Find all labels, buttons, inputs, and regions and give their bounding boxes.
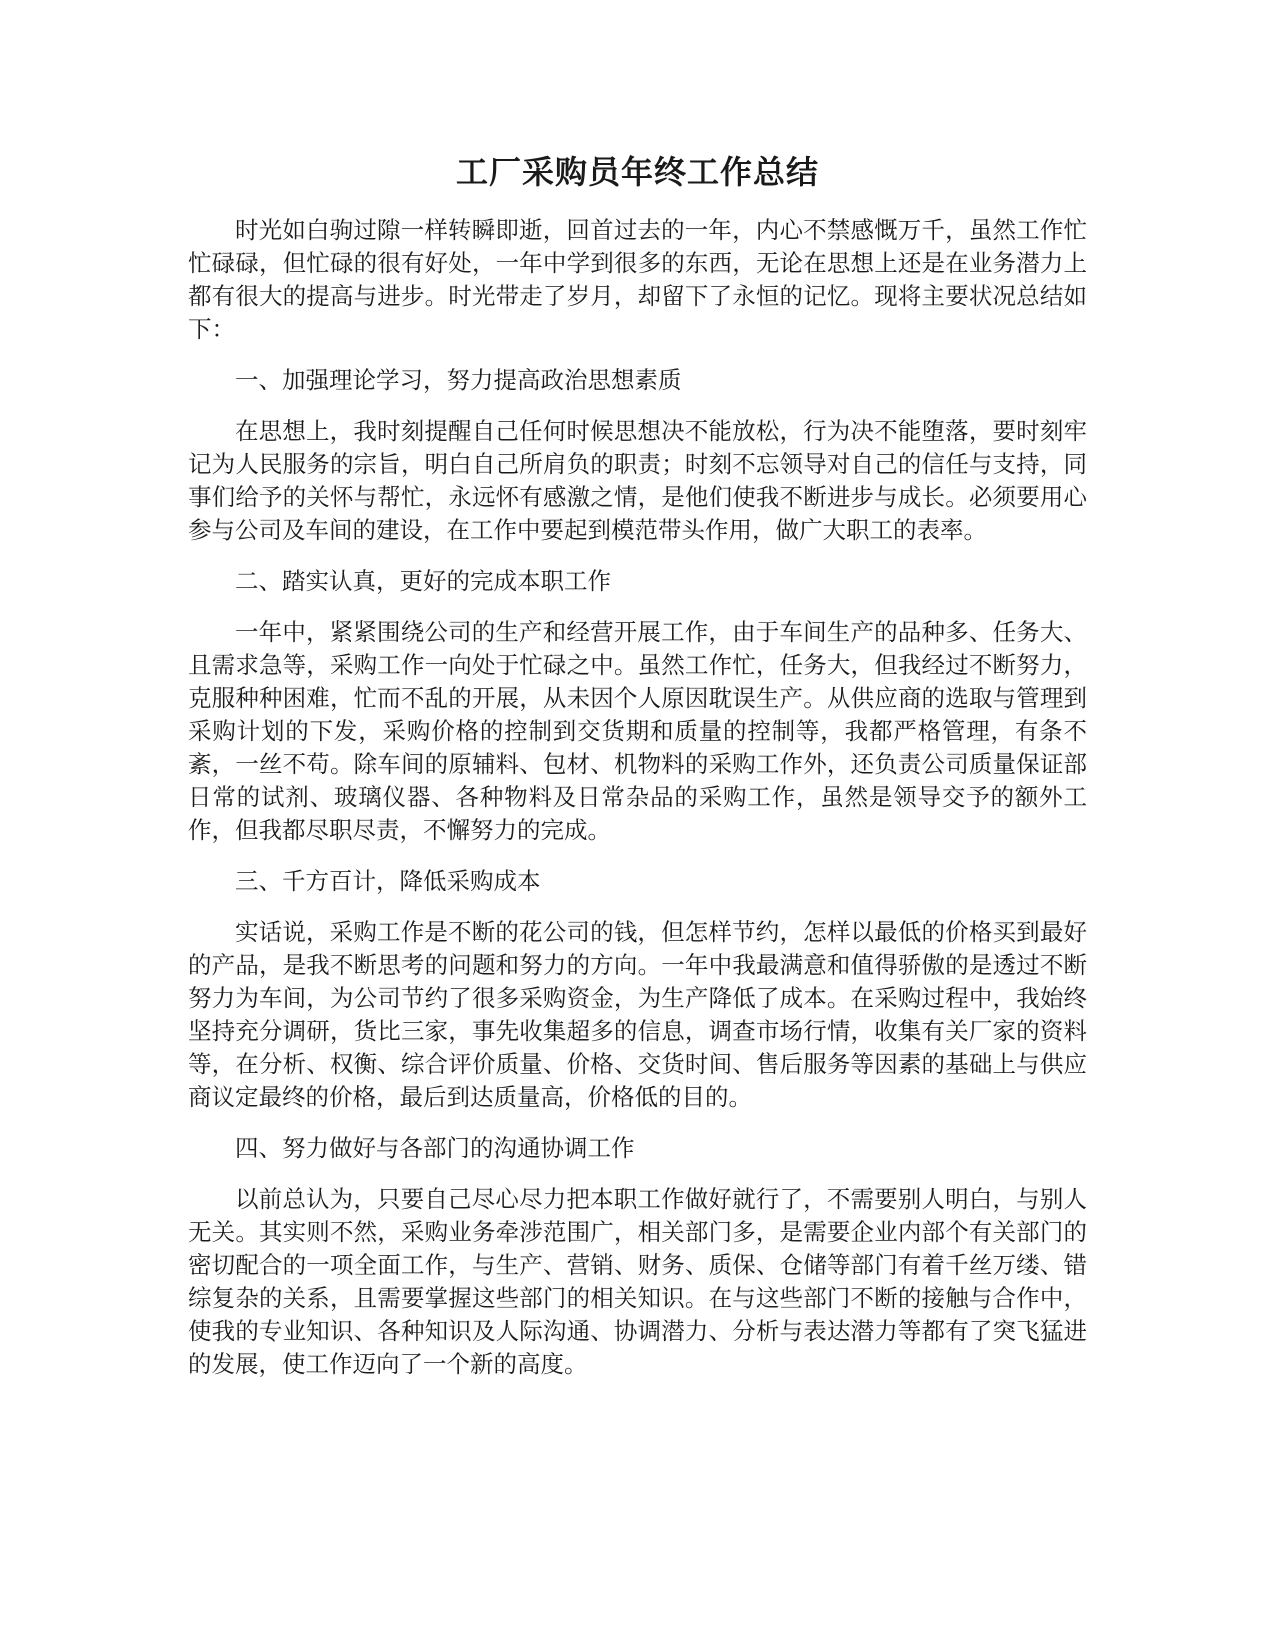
paragraph-section-3: 实话说，采购工作是不断的花公司的钱，但怎样节约，怎样以最低的价格买到最好的产品，是我不断思考的问题和努力的方向。一年中我最满意和值得骄傲的是透过不断努力为车间，为公司节约了很多采购资金，为生产降低了成本。在采购过程中，我始终坚持充分调研，货比三家，事先收集超多的信息，调查市场行情，收集有关厂家的资料等，在分析、权衡、综合评价质量、价格、交货时间、售后服务等因素的基础上与供应商议定最终的价格，最后到达质量高，价格低的目的。 xyxy=(188,918,1087,1111)
document-body xyxy=(188,214,1087,1381)
document-title: 工厂采购员年终工作总结 xyxy=(455,153,819,191)
section-heading-4: 四、努力做好与各部门的沟通协调工作 xyxy=(235,1134,635,1162)
section-heading-3: 三、千方百计，降低采购成本 xyxy=(235,867,541,895)
paragraph-section-4: 以前总认为，只要自己尽心尽力把本职工作做好就行了，不需要别人明白，与别人无关。其实则不然，采购业务牵涉范围广，相关部门多，是需要企业内部个有关部门的密切配合的一项全面工作，与生产、营销、财务、质保、仓储等部门有着千丝万缕、错综复杂的关系，且需要掌握这些部门的相关知识。在与这些部门不断的接触与合作中，使我的专业知识、各种知识及人际沟通、协调潜力、分析与表达潜力等都有了突飞猛进的发展，使工作迈向了一个新的高度。 xyxy=(188,1185,1087,1378)
paragraph-section-2: 一年中，紧紧围绕公司的生产和经营开展工作，由于车间生产的品种多、任务大、且需求急等，采购工作一向处于忙碌之中。虽然工作忙，任务大，但我经过不断努力，克服种种困难，忙而不乱的开展，从未因个人原因耽误生产。从供应商的选取与管理到采购计划的下发，采购价格的控制到交货期和质量的控制等，我都严格管理，有条不紊，一丝不苟。除车间的原辅料、包材、机物料的采购工作外，还负责公司质量保证部日常的试剂、玻璃仪器、各种物料及日常杂品的采购工作，虽然是领导交予的额外工作，但我都尽职尽责，不懈努力的完成。 xyxy=(188,618,1087,844)
paragraph-intro: 时光如白驹过隙一样转瞬即逝，回首过去的一年，内心不禁感慨万千，虽然工作忙忙碌碌，但忙碌的很有好处，一年中学到很多的东西，无论在思想上还是在业务潜力上都有很大的提高与进步。时光带走了岁月，却留下了永恒的记忆。现将主要状况总结如下： xyxy=(188,216,1087,343)
section-heading-1: 一、加强理论学习，努力提高政治思想素质 xyxy=(235,366,682,394)
section-heading-2: 二、踏实认真，更好的完成本职工作 xyxy=(235,567,611,595)
paragraph-section-1: 在思想上，我时刻提醒自己任何时候思想决不能放松，行为决不能堕落，要时刻牢记为人民服务的宗旨，明白自己所肩负的职责；时刻不忘领导对自己的信任与支持，同事们给予的关怀与帮忙，永远怀有感激之情，是他们使我不断进步与成长。必须要用心参与公司及车间的建设，在工作中要起到模范带头作用，做广大职工的表率。 xyxy=(188,417,1087,544)
